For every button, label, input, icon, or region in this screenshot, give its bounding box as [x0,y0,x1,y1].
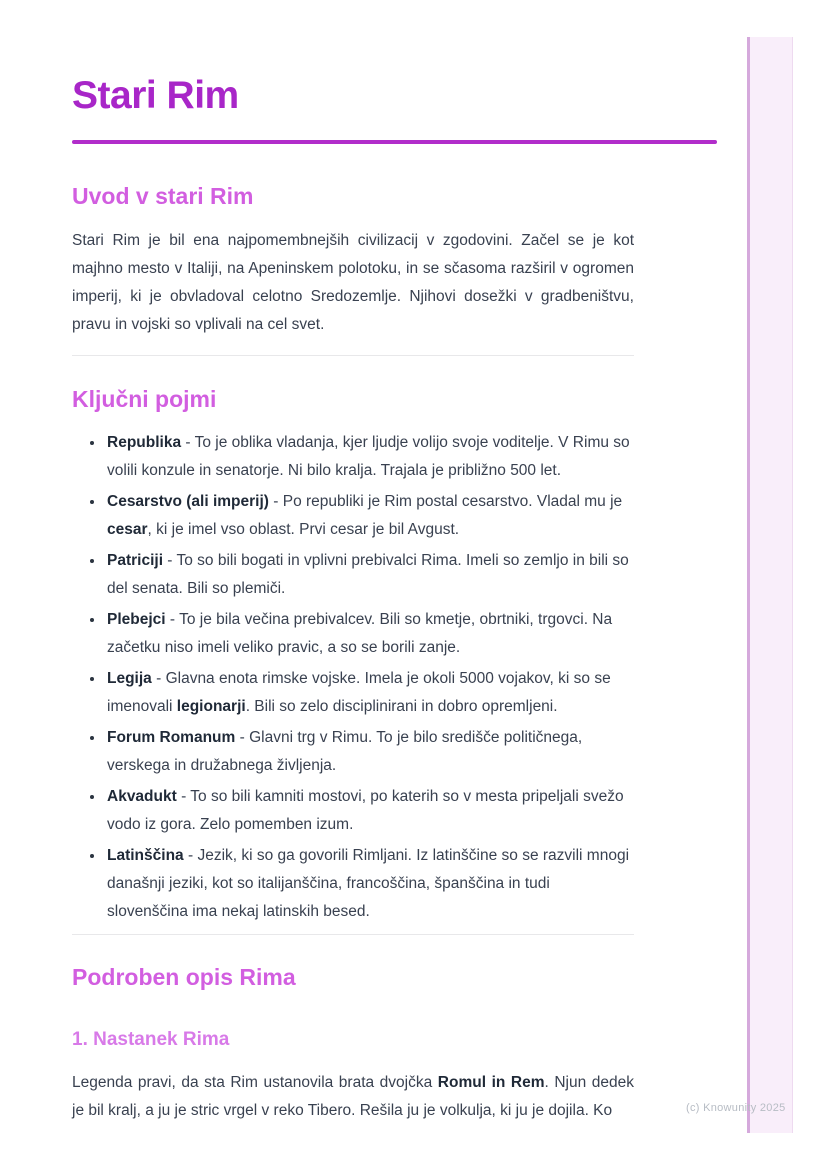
term-inline-bold: cesar [107,521,148,538]
term-description: - Po republiki je Rim postal cesarstvo. Vladal mu je [268,493,623,510]
list-item-latinscina [105,842,634,926]
term-description-continued: . Bili so zelo disciplinirani in dobro opremljeni. [245,698,558,715]
term-label: Plebejci [107,611,166,628]
term-label: Latinščina [107,847,184,864]
page-title: Stari Rim [72,74,239,117]
list-item-akvadukt [105,783,634,839]
key-terms-list [72,429,634,926]
detail-paragraph-bold: Romul in Rem [437,1074,545,1091]
term-label: Forum Romanum [107,729,236,746]
section-heading-uvod: Uvod v stari Rim [72,183,254,209]
detail-paragraph-text-continued: . Njun dedek je bil kralj, a ju je stric vrgel v reko Tibero. Rešila ju je volkulja, ki ju je dojila. Ko [72,1074,635,1119]
intro-paragraph: Stari Rim je bil ena najpomembnejših civilizacij v zgodovini. Začel se je kot majhno mesto v Italiji, na Apeninskem polotoku, in se sčasoma razširil v ogromen imperij, ki je obvladoval celotno Sredozemlje. Njihovi dosežki v gradbeništvu, pravu in vojski so vplivali na cel svet. [72,232,634,333]
list-item-legija [105,665,634,721]
term-description: - To so bili kamniti mostovi, po katerih so v mesta pripeljali svežo vodo iz gora. Zelo pomemben izum. [107,788,624,833]
title-rule [72,140,717,144]
section-divider [72,355,634,356]
list-item-patriciji [105,547,634,603]
list-item-republika [105,429,634,485]
term-inline-bold: legionarji [176,698,246,715]
term-description: - To so bili bogati in vplivni prebivalci Rima. Imeli so zemljo in bili so del senata. Bili so plemiči. [107,552,629,597]
term-label: Akvadukt [107,788,177,805]
watermark: (c) Knowunity 2025 [686,1102,786,1114]
term-description: - To je bila večina prebivalcev. Bili so kmetje, obrtniki, trgovci. Na začetku niso imeli veliko pravic, a so se borili zanje. [107,611,613,656]
term-description: - To je oblika vladanja, kjer ljudje volijo svoje voditelje. V Rimu so volili konzule in senatorje. Ni bilo kralja. Trajala je približno 500 let. [107,434,630,479]
term-label: Cesarstvo (ali imperij) [107,493,269,510]
term-label: Legija [107,670,152,687]
term-description: - Glavni trg v Rimu. To je bilo središče političnega, verskega in družabnega življenja. [107,729,583,774]
subsection-heading-nastanek-rima: 1. Nastanek Rima [72,1029,230,1050]
document-content [72,0,634,1125]
decorative-side-stripe [747,37,793,1133]
detail-paragraph-text: Legenda pravi, da sta Rim ustanovila brata dvojčka [72,1074,438,1091]
detail-paragraph [72,1069,634,1125]
term-description: - Jezik, ki so ga govorili Rimljani. Iz latinščine so se razvili mnogi današnji jeziki, kot so italijanščina, francoščina, španščina in tudi slovenščina ima nekaj latinskih besed. [107,847,630,920]
section-heading-kljucni-pojmi: Ključni pojmi [72,386,217,412]
list-item-forum-romanum [105,724,634,780]
section-heading-podroben-opis: Podroben opis Rima [72,964,296,990]
list-item-plebejci [105,606,634,662]
term-description: - Glavna enota rimske vojske. Imela je okoli 5000 vojakov, ki so se imenovali [107,670,611,715]
term-label: Patriciji [107,552,163,569]
section-divider [72,934,634,935]
term-label: Republika [107,434,182,451]
term-description-continued: , ki je imel vso oblast. Prvi cesar je bil Avgust. [147,521,460,538]
list-item-cesarstvo [105,488,634,544]
